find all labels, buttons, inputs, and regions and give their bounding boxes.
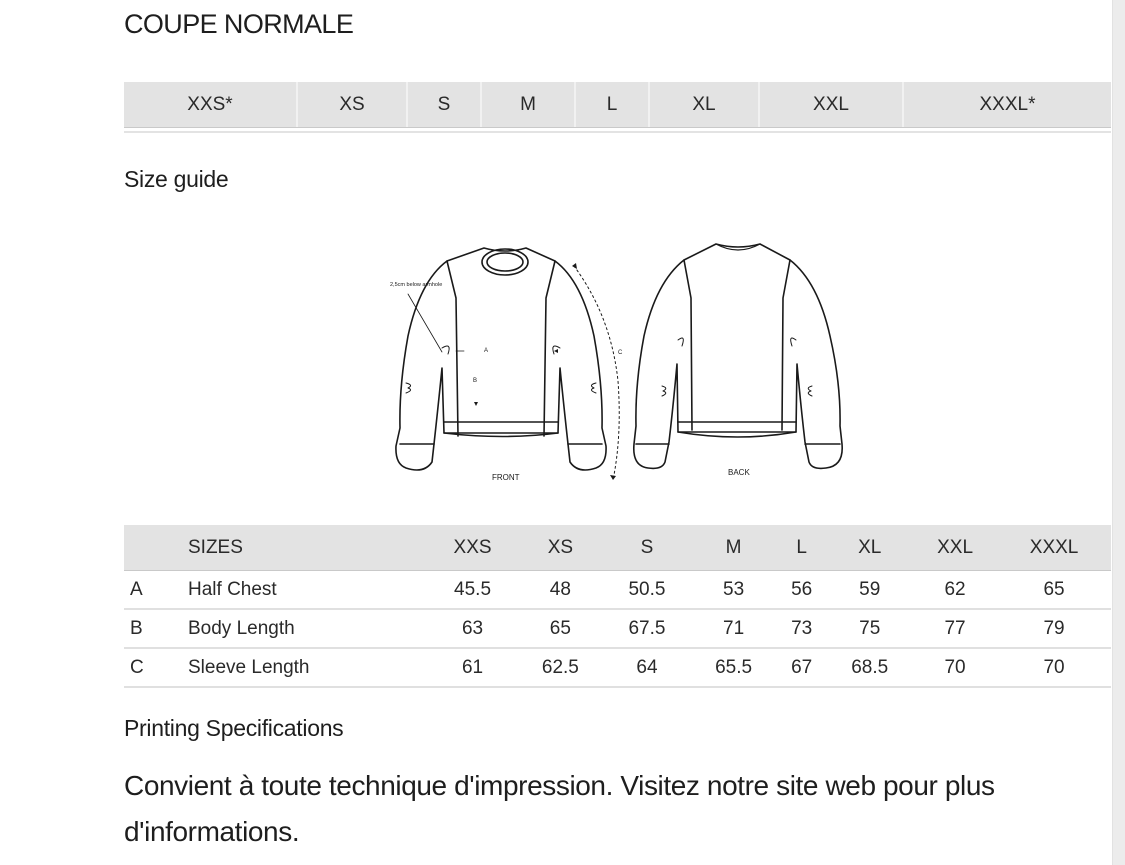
sweatshirt-back-drawing bbox=[634, 244, 842, 468]
row-measure-name: Sleeve Length bbox=[182, 648, 428, 687]
table-header-size: XS bbox=[517, 525, 604, 571]
table-header-cell bbox=[124, 525, 182, 571]
size-option[interactable]: XS bbox=[298, 82, 408, 127]
size-guide-heading: Size guide bbox=[124, 166, 229, 192]
table-header-size: XXL bbox=[913, 525, 997, 571]
table-cell: 50.5 bbox=[604, 571, 691, 610]
table-cell: 77 bbox=[913, 609, 997, 648]
size-option[interactable]: XXXL* bbox=[979, 94, 1036, 115]
size-option[interactable]: M bbox=[482, 82, 576, 127]
measure-label-c: C bbox=[618, 350, 623, 356]
table-cell: 65 bbox=[517, 609, 604, 648]
table-cell: 45.5 bbox=[428, 571, 517, 610]
table-row bbox=[124, 648, 1111, 687]
table-cell: 67 bbox=[777, 648, 827, 687]
table-header-sizes: SIZES bbox=[182, 525, 428, 571]
table-row bbox=[124, 609, 1111, 648]
table-cell: 70 bbox=[997, 648, 1111, 687]
fit-title: COUPE NORMALE bbox=[124, 9, 354, 39]
size-option[interactable]: XXS* bbox=[124, 82, 298, 127]
table-cell: 68.5 bbox=[826, 648, 913, 687]
sweatshirt-diagram bbox=[386, 236, 856, 488]
row-letter: C bbox=[124, 648, 182, 687]
table-cell: 63 bbox=[428, 609, 517, 648]
table-header-size: XXS bbox=[428, 525, 517, 571]
table-cell: 73 bbox=[777, 609, 827, 648]
scrollbar[interactable] bbox=[1112, 0, 1125, 865]
table-cell: 56 bbox=[777, 571, 827, 610]
table-row bbox=[124, 571, 1111, 610]
front-label: FRONT bbox=[492, 473, 520, 482]
size-option[interactable]: XXL bbox=[760, 82, 904, 127]
table-cell: 61 bbox=[428, 648, 517, 687]
table-cell: 79 bbox=[997, 609, 1111, 648]
printing-specifications-heading: Printing Specifications bbox=[124, 715, 344, 741]
table-header-size: M bbox=[690, 525, 777, 571]
row-letter: B bbox=[124, 609, 182, 648]
table-cell: 75 bbox=[826, 609, 913, 648]
measure-label-b: B bbox=[473, 378, 478, 384]
table-cell: 71 bbox=[690, 609, 777, 648]
table-cell: 67.5 bbox=[604, 609, 691, 648]
table-cell: 65 bbox=[997, 571, 1111, 610]
table-cell: 70 bbox=[913, 648, 997, 687]
row-letter: A bbox=[124, 571, 182, 610]
size-option[interactable]: XL bbox=[650, 82, 760, 127]
size-option[interactable]: L bbox=[576, 82, 650, 127]
table-cell: 48 bbox=[517, 571, 604, 610]
armhole-note: 2,5cm below armhole bbox=[390, 282, 443, 288]
table-header-size: XXXL bbox=[997, 525, 1111, 571]
size-selector-bar bbox=[124, 82, 1111, 128]
table-cell: 64 bbox=[604, 648, 691, 687]
table-header-row bbox=[124, 525, 1111, 571]
size-chart-table bbox=[124, 525, 1111, 688]
divider bbox=[124, 131, 1111, 133]
size-option[interactable]: S bbox=[408, 82, 482, 127]
table-cell: 65.5 bbox=[690, 648, 777, 687]
back-label: BACK bbox=[728, 468, 750, 477]
table-header-size: S bbox=[604, 525, 691, 571]
table-cell: 59 bbox=[826, 571, 913, 610]
printing-description: Convient à toute technique d'impression. Visitez notre site web pour plus d'informations. bbox=[124, 770, 995, 847]
table-cell: 53 bbox=[690, 571, 777, 610]
table-header-size: XL bbox=[826, 525, 913, 571]
table-cell: 62.5 bbox=[517, 648, 604, 687]
table-cell: 62 bbox=[913, 571, 997, 610]
measure-label-a: A bbox=[484, 348, 489, 354]
table-header-size: L bbox=[777, 525, 827, 571]
row-measure-name: Half Chest bbox=[182, 571, 428, 610]
row-measure-name: Body Length bbox=[182, 609, 428, 648]
